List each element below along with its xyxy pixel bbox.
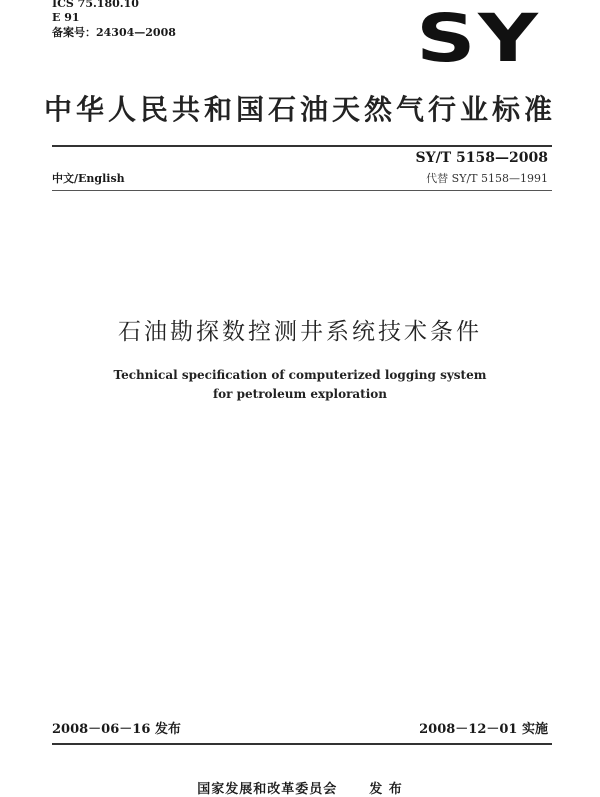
- organization-title: 中华人民共和国石油天然气行业标准: [43, 93, 556, 126]
- ccs-code: E 91: [52, 11, 80, 24]
- standard-number: SY/T 5158—2008: [415, 150, 548, 166]
- replaces-standard: 代替 SY/T 5158—1991: [426, 172, 548, 185]
- title-english-line2: for petroleum exploration: [212, 387, 388, 401]
- language-label: 中文/English: [52, 172, 125, 185]
- title-chinese: 石油勘探数控测井系统技术条件: [118, 319, 482, 345]
- title-english-line1: Technical specification of computerized logging system: [113, 368, 487, 382]
- issuer-name: 国家发展和改革委员会: [197, 782, 338, 797]
- issuer-action: 发 布: [369, 782, 403, 797]
- ics-code: ICS 75.180.10: [52, 0, 139, 10]
- issue-date: 2008－06－16 发布: [52, 722, 181, 737]
- record-number: 备案号：24304—2008: [52, 26, 176, 39]
- middle-divider: [52, 190, 552, 191]
- implementation-date: 2008－12－01 实施: [419, 722, 548, 737]
- bottom-divider: [52, 743, 552, 745]
- issuer: [0, 778, 600, 797]
- sy-logo: SY: [415, 0, 540, 77]
- top-divider: [52, 145, 552, 147]
